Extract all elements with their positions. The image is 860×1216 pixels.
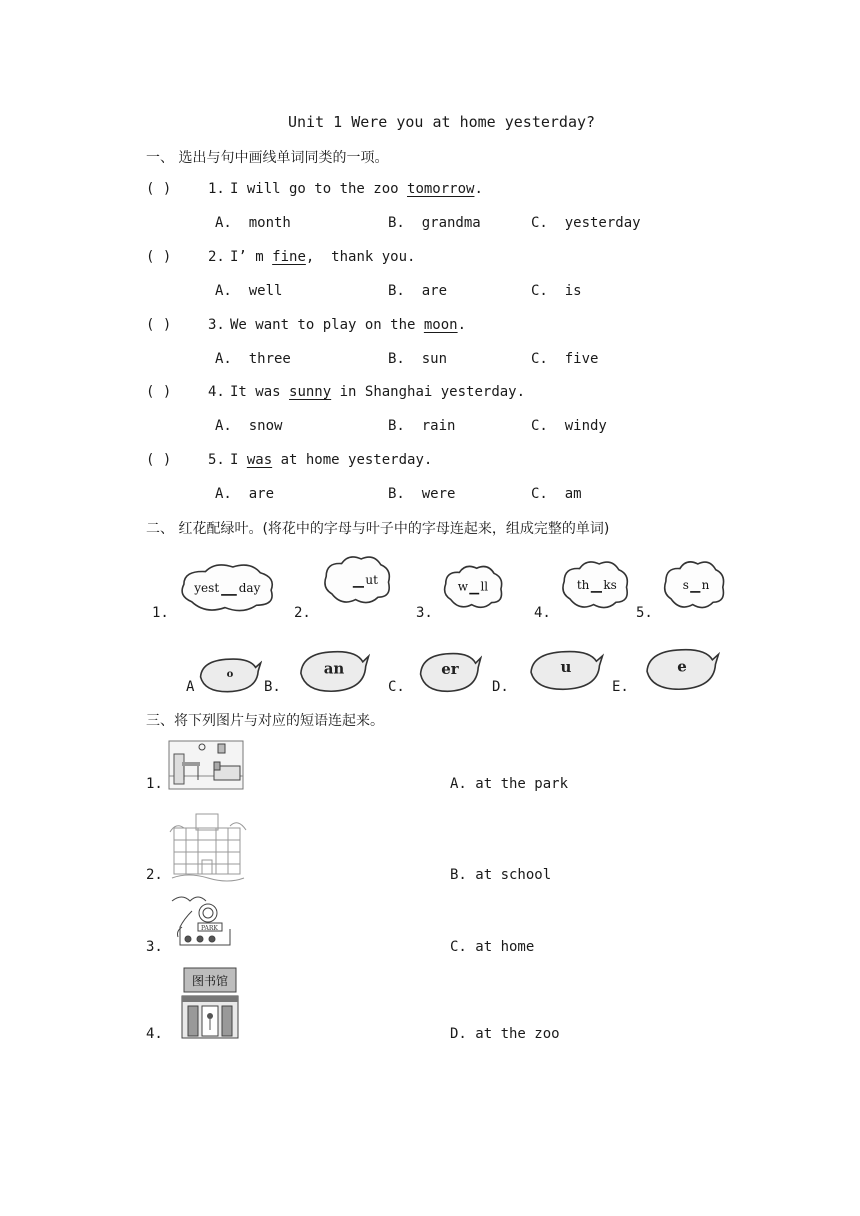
match-item-number: 3. [146, 939, 163, 955]
flower-left-letters: s [682, 577, 689, 592]
flower-cloud [560, 557, 630, 615]
section3-heading: 三、将下列图片与对应的短语连起来。 [146, 713, 384, 729]
option-b: B. grandma [388, 215, 481, 231]
flower-number: 3. [416, 605, 433, 621]
leaf-shape [644, 646, 720, 692]
school-building-picture [168, 808, 248, 884]
answer-blank[interactable]: ( ) [146, 317, 172, 333]
option-c: C. is [531, 283, 582, 299]
leaf-shape [528, 648, 604, 692]
underlined-word: moon [423, 317, 458, 333]
question-number: 5. [208, 452, 225, 468]
option-b: B. are [388, 283, 448, 299]
option-c: C. am [531, 486, 582, 502]
leaf-shape [298, 648, 370, 694]
underlined-word: fine [272, 249, 306, 265]
match-phrase: C. at home [450, 939, 535, 955]
question-row [146, 317, 466, 333]
question-number: 3. [208, 317, 225, 333]
flower-number: 1. [152, 605, 169, 621]
park-picture [168, 893, 236, 953]
flower-cloud [322, 552, 392, 610]
flower-right-letters: ut [365, 572, 378, 587]
question-text: I’ m [230, 249, 273, 265]
option-a: A. month [215, 215, 291, 231]
option-c: C. windy [531, 418, 607, 434]
question-number: 4. [208, 384, 225, 400]
answer-blank[interactable]: ( ) [146, 384, 172, 400]
match-phrase: B. at school [450, 867, 552, 883]
match-item-number: 2. [146, 867, 163, 883]
leaf-option-label: E. [612, 679, 629, 695]
question-text: I [230, 452, 247, 468]
option-b: B. were [388, 486, 456, 502]
option-a: A. are [215, 486, 275, 502]
answer-blank[interactable]: ( ) [146, 181, 172, 197]
question-text-end: . [457, 317, 467, 333]
underlined-word: sunny [289, 384, 332, 400]
flower-number: 4. [534, 605, 551, 621]
leaf-option-label: A [186, 679, 195, 695]
flower-left-letters: yest [194, 580, 220, 595]
leaf-shape [198, 656, 262, 694]
flower-number: 2. [294, 605, 311, 621]
question-text: I will go to the zoo [230, 181, 408, 197]
flower-right-letters: ks [603, 577, 617, 592]
option-c: C. five [531, 351, 599, 367]
flower-cloud [662, 557, 726, 615]
leaf-letters: er [441, 660, 459, 679]
flower-cloud [442, 562, 504, 614]
leaf-option-label: B. [264, 679, 281, 695]
option-a: A. snow [215, 418, 283, 434]
question-row [146, 181, 483, 197]
option-b: B. sun [388, 351, 448, 367]
leaf-letters: o [226, 668, 234, 680]
flower-cloud [178, 560, 276, 618]
flower-left-letters: w [457, 579, 469, 594]
flower-right-letters: day [238, 580, 261, 595]
section2-heading: 二、 红花配绿叶。(将花中的字母与叶子中的字母连起来，组成完整的单词) [146, 521, 610, 537]
svg-text:PARK: PARK [201, 925, 218, 932]
match-phrase: D. at the zoo [450, 1026, 560, 1042]
flower-left-letters: th [576, 577, 590, 592]
match-phrase: A. at the park [450, 776, 569, 792]
match-item-number: 4. [146, 1026, 163, 1042]
answer-blank[interactable]: ( ) [146, 249, 172, 265]
question-text-end: at home yesterday. [272, 452, 433, 468]
match-item-number: 1. [146, 776, 163, 792]
underlined-word: tomorrow [407, 181, 475, 197]
library-sign: 图书馆 [191, 974, 229, 988]
leaf-letters: an [323, 659, 345, 678]
answer-blank[interactable]: ( ) [146, 452, 172, 468]
question-row [146, 384, 525, 400]
option-c: C. yesterday [531, 215, 641, 231]
leaf-shape [418, 650, 482, 694]
question-number: 1. [208, 181, 225, 197]
library-picture [180, 966, 240, 1040]
question-text: We want to play on the [230, 317, 424, 333]
option-a: A. well [215, 283, 283, 299]
question-text-end: , thank you. [305, 249, 416, 265]
question-text: It was [230, 384, 290, 400]
bedroom-picture [168, 740, 244, 790]
flower-right-letters: ll [480, 579, 489, 594]
question-row [146, 249, 415, 265]
leaf-letters: u [560, 658, 572, 677]
question-text-end: . [474, 181, 483, 197]
underlined-word: was [246, 452, 273, 468]
page-title: Unit 1 Were you at home yesterday? [288, 113, 596, 131]
section1-heading: 一、 选出与句中画线单词同类的一项。 [146, 150, 389, 166]
leaf-option-label: C. [388, 679, 405, 695]
flower-right-letters: n [701, 577, 710, 592]
flower-number: 5. [636, 605, 653, 621]
option-a: A. three [215, 351, 291, 367]
question-text-end: in Shanghai yesterday. [331, 384, 526, 400]
leaf-letters: e [677, 657, 687, 676]
leaf-option-label: D. [492, 679, 509, 695]
question-number: 2. [208, 249, 225, 265]
question-row [146, 452, 432, 468]
option-b: B. rain [388, 418, 456, 434]
